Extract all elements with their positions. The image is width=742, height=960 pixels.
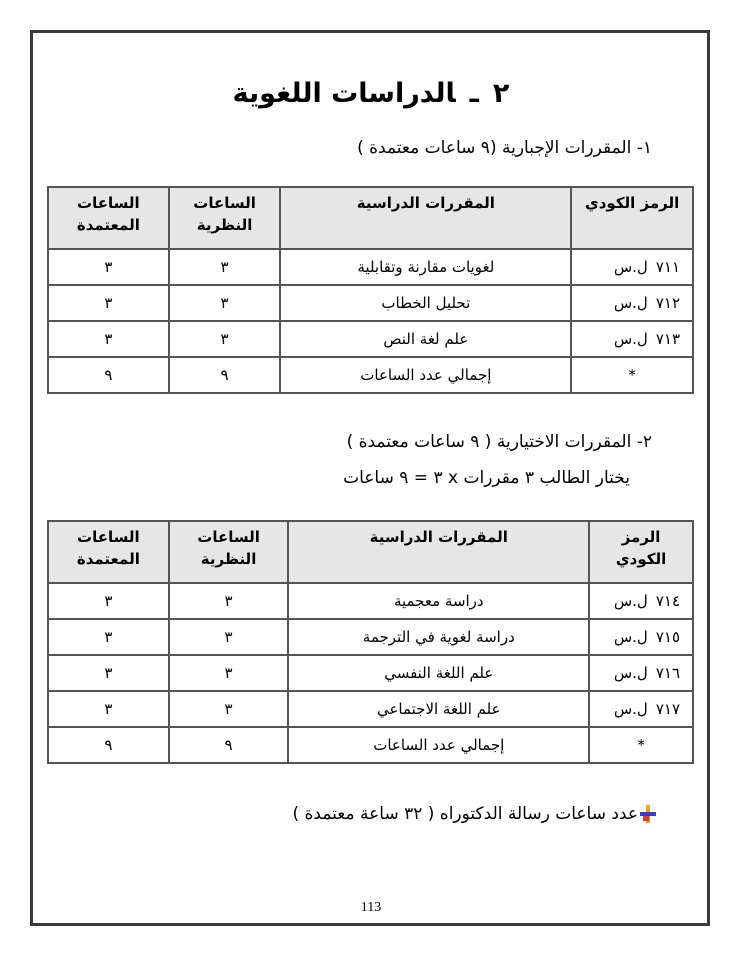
credit-hours: ٣ — [48, 285, 169, 321]
total-code: * — [571, 357, 693, 393]
header-code: الرمز الكودي — [589, 521, 693, 583]
title-dash: ـ — [469, 78, 479, 109]
header-course: المقررات الدراسية — [288, 521, 589, 583]
title-number: ٢ — [492, 78, 510, 109]
total-code: * — [589, 727, 693, 763]
section2-heading: ٢- المقررات الاختيارية ( ٩ ساعات معتمدة ) — [346, 432, 652, 452]
course-name: علم لغة النص — [280, 321, 571, 357]
course-code: ٧١٣ل.س — [571, 321, 693, 357]
course-code: ٧١١ل.س — [571, 249, 693, 285]
table-row — [48, 321, 693, 357]
course-code: ٧١٢ل.س — [571, 285, 693, 321]
theory-hours: ٣ — [169, 655, 289, 691]
table-row — [48, 249, 693, 285]
theory-hours: ٣ — [169, 691, 289, 727]
header-theory: الساعات النظرية — [169, 187, 281, 249]
credit-hours: ٣ — [48, 619, 169, 655]
table-row — [48, 619, 693, 655]
page-number: 113 — [360, 900, 382, 915]
total-label: إجمالي عدد الساعات — [280, 357, 571, 393]
credit-hours: ٣ — [48, 691, 169, 727]
table-header-row — [48, 187, 693, 249]
credit-hours: ٣ — [48, 655, 169, 691]
theory-hours: ٣ — [169, 321, 281, 357]
compulsory-courses-table — [47, 186, 694, 394]
thesis-note-text: عدد ساعات رسالة الدكتوراه ( ٣٢ ساعة معتمدة ) — [292, 804, 638, 824]
table-row — [48, 655, 693, 691]
course-name: دراسة لغوية في الترجمة — [288, 619, 589, 655]
credit-hours: ٣ — [48, 249, 169, 285]
theory-hours: ٣ — [169, 619, 289, 655]
table-row — [48, 285, 693, 321]
course-name: دراسة معجمية — [288, 583, 589, 619]
thesis-note — [292, 804, 656, 824]
course-code: ٧١٦ل.س — [589, 655, 693, 691]
course-name: علم اللغة النفسي — [288, 655, 589, 691]
total-theory: ٩ — [169, 357, 281, 393]
total-label: إجمالي عدد الساعات — [288, 727, 589, 763]
table-row — [48, 583, 693, 619]
table-header-row — [48, 521, 693, 583]
table-total-row — [48, 357, 693, 393]
header-credit: الساعات المعتمدة — [48, 521, 169, 583]
theory-hours: ٣ — [169, 249, 281, 285]
theory-hours: ٣ — [169, 583, 289, 619]
total-theory: ٩ — [169, 727, 289, 763]
table-total-row — [48, 727, 693, 763]
elective-courses-table — [47, 520, 694, 764]
table-row — [48, 691, 693, 727]
header-code: الرمز الكودي — [571, 187, 693, 249]
header-course: المقررات الدراسية — [280, 187, 571, 249]
title-text: الدراسات اللغوية — [232, 78, 456, 109]
bullet-cross-icon — [640, 805, 656, 823]
course-name: علم اللغة الاجتماعي — [288, 691, 589, 727]
total-credit: ٩ — [48, 357, 169, 393]
page-title — [0, 78, 742, 109]
section2-note: يختار الطالب ٣ مقررات x ٣ = ٩ ساعات — [343, 468, 630, 488]
total-credit: ٩ — [48, 727, 169, 763]
course-name: تحليل الخطاب — [280, 285, 571, 321]
course-code: ٧١٥ل.س — [589, 619, 693, 655]
course-code: ٧١٧ل.س — [589, 691, 693, 727]
course-name: لغويات مقارنة وتقابلية — [280, 249, 571, 285]
section1-heading: ١- المقررات الإجبارية (٩ ساعات معتمدة ) — [357, 138, 652, 158]
credit-hours: ٣ — [48, 321, 169, 357]
theory-hours: ٣ — [169, 285, 281, 321]
header-theory: الساعات النظرية — [169, 521, 289, 583]
header-credit: الساعات المعتمدة — [48, 187, 169, 249]
course-code: ٧١٤ل.س — [589, 583, 693, 619]
credit-hours: ٣ — [48, 583, 169, 619]
